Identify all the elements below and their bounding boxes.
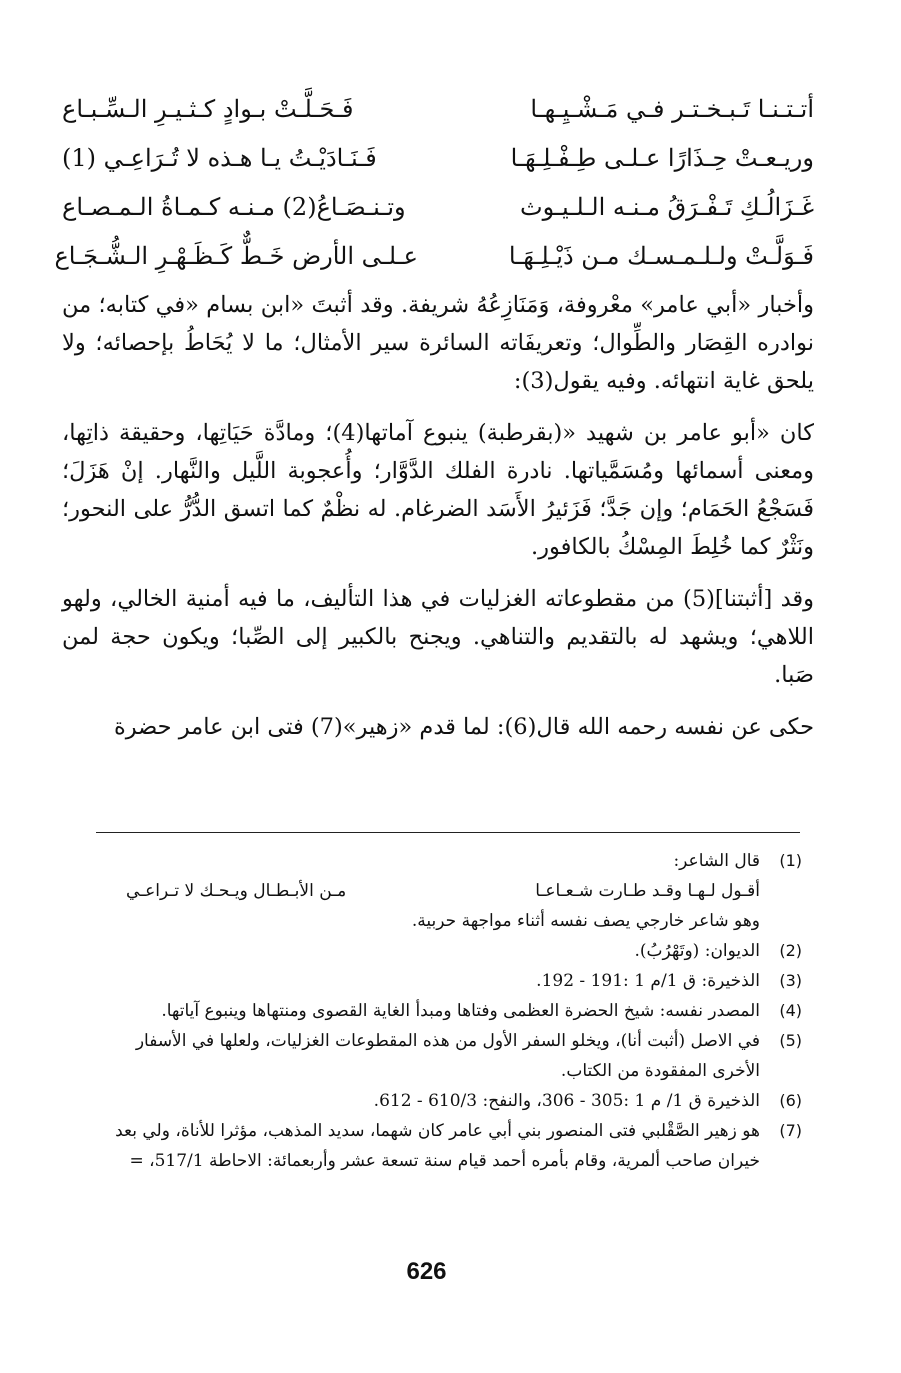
verse-second-hemistich: مـن الأبـطـال ويـحـك لا تـراعـي (126, 881, 347, 901)
poem-verse (62, 133, 814, 182)
poem-verse (54, 231, 814, 280)
footnote-number: (6) (779, 1091, 802, 1110)
verse-second-hemistich: فَـنَـادَيْـتُ يـا هـذه لا تُـرَاعِـي (1) (62, 143, 377, 172)
footnote-text (86, 846, 760, 936)
footnote-number: (4) (779, 1001, 802, 1020)
footnotes (86, 846, 802, 1176)
paragraph: وقد [أثبتنا](5) من مقطوعاته الغزليات في هذا التأليف، ما فيه أمنية الخالي، ولهو اللاهي؛ ويشهد له بالتقديم والتناهي. ويجنح بالكبير إلى الصِّبا؛ ويكون حجة لمن صَبا. (62, 586, 815, 688)
footnote-line: هو زهير الصَّقْلبي فتى المنصور بني أبي عامر كان شهما، سديد المذهب، مؤثرا للأناة، ولي بعد خيران صاحب ألمرية، وقام بأمره أحمد قيام سنة تسعة عشر وأربعمائة: الاحاطة 517/1، = (115, 1121, 760, 1171)
footnote-text (86, 1026, 760, 1086)
footnote (86, 936, 802, 966)
footnote-line: المصدر نفسه: شيخ الحضرة العظمى وفتاها ومبدأ الغاية القصوى ومنتهاها وينبوع آياتها. (161, 1001, 760, 1021)
poem-verse (62, 84, 814, 133)
verse-first-hemistich: أتـتـنـا تَـبـخـتـر فـي مَـشْـيِـهـا (530, 94, 814, 123)
footnote-number: (5) (779, 1031, 802, 1050)
verse-second-hemistich: فَـحَـلَّـتْ بـوادٍ كـثـيـرِ الـسِّـبـاع (62, 94, 354, 123)
verse-second-hemistich: عـلـى الأرض خَـطٌّ كَـظَـهْـرِ الـشُّـجَـاع (54, 241, 418, 270)
footnote (86, 1026, 802, 1086)
footnote (86, 846, 802, 936)
footnote-number: (7) (779, 1121, 802, 1140)
footnote-line: قال الشاعر: (673, 851, 760, 871)
footnote (86, 1086, 802, 1116)
paragraph: حكى عن نفسه رحمه الله قال(6): لما قدم «زهير»(7) فتى ابن عامر حضرة (113, 714, 814, 740)
footnote-line: الديوان: (وتَهْرُبُ). (634, 941, 760, 961)
footnote-number: (3) (779, 971, 802, 990)
poem-verse (62, 182, 814, 231)
footnote-number: (2) (779, 941, 802, 960)
paragraph: كان «أبو عامر بن شهيد «(بقرطبة) ينبوع آماتها(4)؛ ومادَّة حَيَاتِها، وحقيقة ذاتِها، ومعنى أسمائها ومُسَمَّياتها. نادرة الفلك الدَّوَّار؛ وأُعجوبة اللَّيل والنَّهار. إنْ هَزَلَ؛ فَسَجْعُ الحَمَام؛ وإن جَدَّ؛ فَزَئيرُ الأَسَد الضرغام. له نظْمٌ كما اتسق الدُّرُّ على النحور؛ ونَثْرٌ كما خُلِطَ المِسْكُ بالكافور. (62, 420, 814, 560)
verse-first-hemistich: فَـوَلَّـتْ ولـلـمـسـك مـن ذَيْـلِـهَـا (508, 241, 814, 270)
footnote-line: في الاصل (أثبت أنا)، ويخلو السفر الأول من هذه المقطوعات الغزليات، ولعلها في الأسفار الأخرى المفقودة من الكتاب. (135, 1031, 760, 1081)
footnote-text (86, 966, 760, 996)
footnote-text (86, 1116, 760, 1176)
page-number: 626 (406, 1258, 447, 1285)
verse-first-hemistich: غَـزَالُـكِ تَـفْـرَقُ مـنـه الـلـيـوث (520, 192, 814, 221)
footnote (86, 996, 802, 1026)
page-body (54, 84, 815, 746)
footnote-line: الذخيرة: ق 1/م 1 :191 - 192. (536, 971, 760, 991)
footnote-text (86, 1086, 760, 1116)
verse-second-hemistich: وتـنـصَـاعُ(2) مـنـه كـمـاةُ الـمـصـاع (62, 192, 406, 221)
poem (54, 84, 814, 280)
footnote-divider (96, 832, 800, 833)
verse-first-hemistich: أقـول لـهـا وقـد طـارت شـعـاعـا (535, 881, 760, 901)
footnote-verse (86, 876, 760, 906)
footnote (86, 1116, 802, 1176)
footnote-number: (1) (779, 851, 802, 870)
paragraph: وأخبار «أبي عامر» معْروفة، وَمَنَازِعُهُ شريفة. وقد أثبتَ «ابن بسام «في كتابه؛ من نوادره القِصَار والطِّوال؛ وتعريفَاته السائرة سير الأمثال؛ ما لا يُحَاطُ بإحصائه؛ ولا يلحق غاية انتهائه. وفيه يقول(3): (62, 292, 814, 394)
footnote-line: الذخيرة ق 1/ م 1 :305 - 306، والنفح: 610/3 - 612. (373, 1091, 760, 1111)
footnote-text (86, 936, 760, 966)
verse-first-hemistich: وريـعـتْ حِـذَارًا عـلـى طِـفْـلِـهَـا (510, 143, 814, 172)
footnote (86, 966, 802, 996)
footnote-text (86, 996, 760, 1026)
footnote-line: وهو شاعر خارجي يصف نفسه أثناء مواجهة حربية. (411, 911, 760, 931)
